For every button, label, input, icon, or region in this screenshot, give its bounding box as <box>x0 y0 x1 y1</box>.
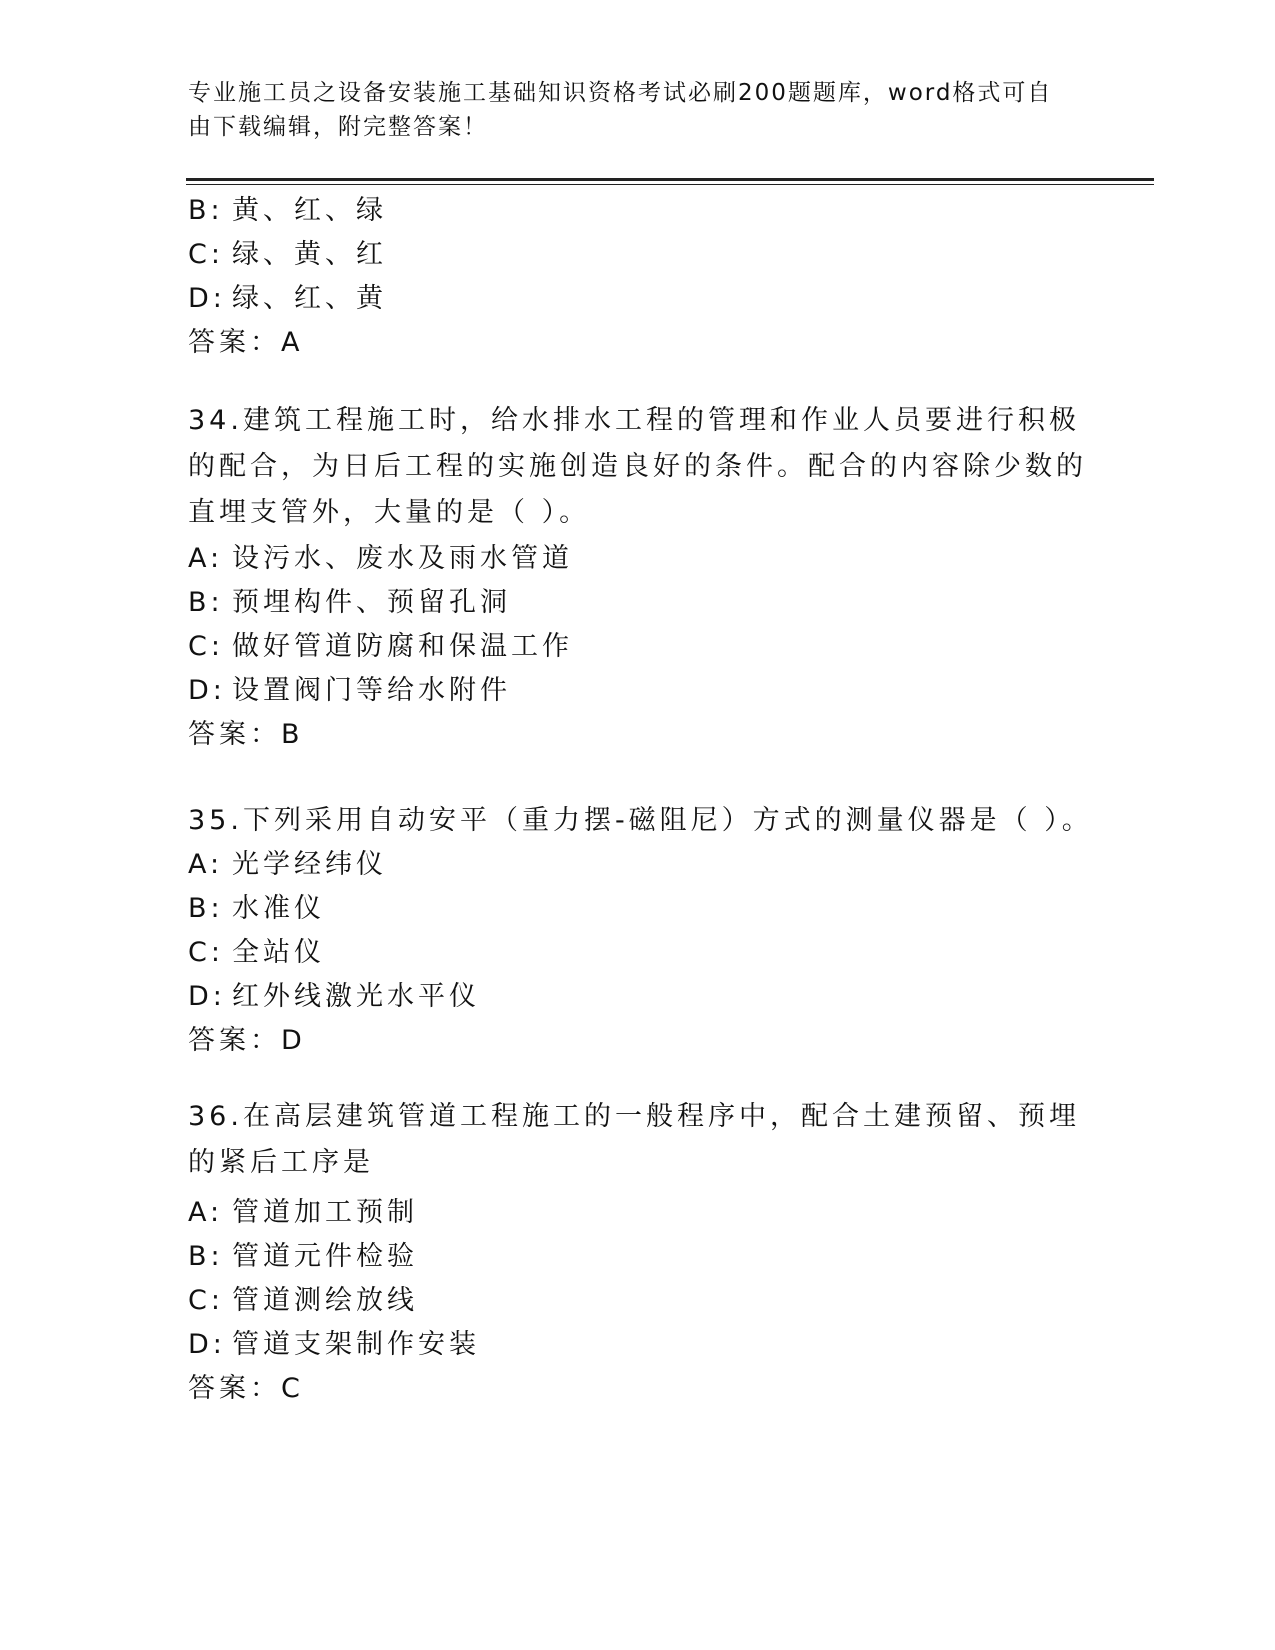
header-rule-thick <box>186 178 1154 181</box>
option-c: C: 管道测绘放线 <box>188 1285 418 1316</box>
document-header: 专业施工员之设备安装施工基础知识资格考试必刷200题题库，word格式可自由下载编辑，附完整答案！ <box>188 80 1053 140</box>
option-b: B: 预埋构件、预留孔洞 <box>188 587 511 618</box>
question-36-stem: 36.在高层建筑管道工程施工的一般程序中，配合土建预留、预埋的紧后工序是 <box>188 1101 1080 1178</box>
option-d: D: 设置阀门等给水附件 <box>188 675 511 706</box>
option-a: A: 设污水、废水及雨水管道 <box>188 543 573 574</box>
question-34-stem: 34.建筑工程施工时，给水排水工程的管理和作业人员要进行积极的配合，为日后工程的实施创造良好的条件。配合的内容除少数的直埋支管外，大量的是（ ）。 <box>188 405 1087 528</box>
option-a: A: 光学经纬仪 <box>188 849 387 880</box>
option-c: C: 全站仪 <box>188 937 325 968</box>
answer-line: 答案：A <box>188 327 304 358</box>
option-c: C: 做好管道防腐和保温工作 <box>188 631 573 662</box>
option-d: D: 红外线激光水平仪 <box>188 981 480 1012</box>
option-c: C: 绿、黄、红 <box>188 239 387 270</box>
option-d: D: 管道支架制作安装 <box>188 1329 480 1360</box>
answer-line: 答案：D <box>188 1025 306 1056</box>
option-a: A: 管道加工预制 <box>188 1197 418 1228</box>
option-b: B: 管道元件检验 <box>188 1241 418 1272</box>
option-b: B: 黄、红、绿 <box>188 195 387 226</box>
answer-line: 答案：B <box>188 719 304 750</box>
option-d: D: 绿、红、黄 <box>188 283 387 314</box>
header-rule-thin <box>186 184 1154 185</box>
answer-line: 答案：C <box>188 1373 304 1404</box>
question-35-stem: 35.下列采用自动安平（重力摆-磁阻尼）方式的测量仪器是（ ）。 <box>188 805 1093 836</box>
option-b: B: 水准仪 <box>188 893 325 924</box>
